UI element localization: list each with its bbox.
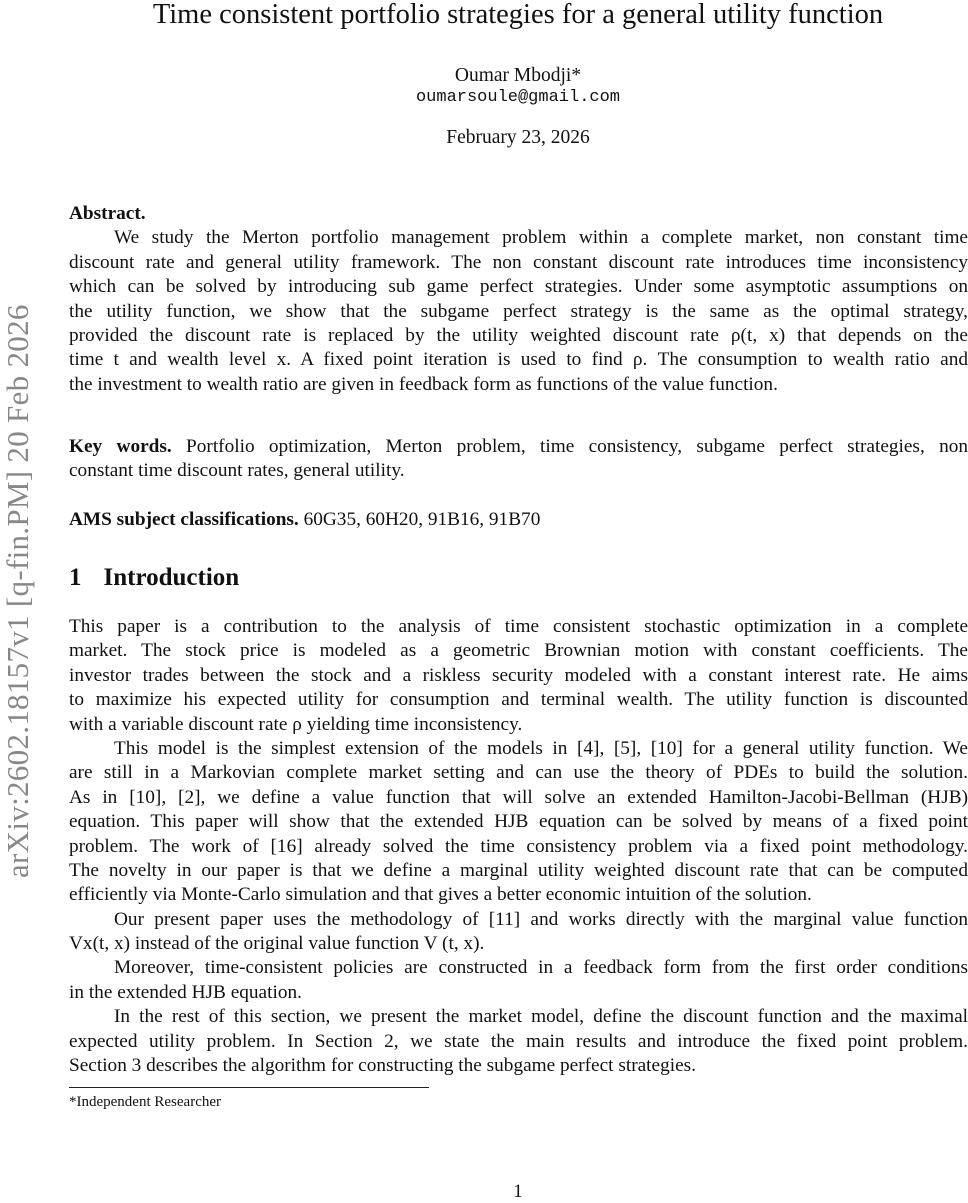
section-heading [69,564,239,592]
abstract-heading: Abstract. [69,203,146,224]
paragraph-line: Moreover, time-consistent policies are constructed in a feedback form from the first order conditions [114,957,968,979]
section-title: Introduction [103,564,240,591]
paragraph-line: to maximize his expected utility for consumption and terminal wealth. The utility function is discounted [69,689,968,711]
ams-codes: 60G35, 60H20, 91B16, 91B70 [303,509,541,530]
paragraph-line: equation. This paper will show that the extended HJB equation can be solved by means of a fixed point [69,811,968,833]
keywords-line [69,435,968,459]
ams-classifications [69,508,968,532]
author-email: oumarsoule@gmail.com [415,88,621,107]
paragraph [69,908,968,957]
paragraph [69,956,968,1005]
paragraph-line: with a variable discount rate ρ yielding time inconsistency. [69,713,523,735]
paragraph-line: This paper is a contribution to the analysis of time consistent stochastic optimization in a complete [69,616,968,637]
abstract-line: provided the discount rate is replaced by the utility weighted discount rate ρ(t, x) that depends on the [69,324,968,346]
paragraph-line: This model is the simplest extension of the models in [4], [5], [10] for a general utility function. We [114,737,968,759]
paragraph-line: Our present paper uses the methodology of [11] and works directly with the marginal value function [114,908,968,930]
paragraph-line: problem. The work of [16] already solved the time consistency problem via a fixed point methodology. [69,835,968,857]
paragraph-line: Section 3 describes the algorithm for constructing the subgame perfect strategies. [69,1055,696,1077]
abstract [69,202,968,397]
paragraph-line: As in [10], [2], we define a value function that will solve an extended Hamilton-Jacobi-Bellman (HJB) [69,786,968,808]
paragraph-line: market. The stock price is modeled as a geometric Brownian motion with constant coefficients. The [69,640,968,662]
paper-title: Time consistent portfolio strategies for a general utility function [152,0,884,30]
paragraph [69,737,968,908]
paragraph-line: The novelty in our paper is that we define a marginal utility weighted discount rate that can be computed [69,859,968,881]
keywords-line: constant time discount rates, general utility. [69,460,405,482]
arxiv-identifier: arXiv:2602.18157v1 [q-fin.PM] 20 Feb 2026 [0,304,35,878]
paragraph-line: expected utility problem. In Section 2, we state the main results and introduce the fixed point problem. [69,1030,968,1052]
abstract-line: discount rate and general utility framework. The non constant discount rate introduces time inconsistency [69,251,968,273]
paragraph [69,615,968,737]
abstract-line: the utility function, we show that the subgame perfect strategy is the same as the optimal strategy, [69,300,968,322]
abstract-line: We study the Merton portfolio management problem within a complete market, non constant time [114,227,968,249]
paragraph-line: efficiently via Monte-Carlo simulation and that gives a better economic intuition of the solution. [69,884,812,906]
paragraph-line: investor trades between the stock and a riskless security modeled with a constant interest rate. He aims [69,664,968,686]
paragraph-line: Vx(t, x) instead of the original value function V (t, x). [69,933,485,955]
ams-heading: AMS subject classifications. [69,509,299,530]
abstract-line: the investment to wealth ratio are given in feedback form as functions of the value function. [69,373,778,395]
abstract-line: which can be solved by introducing sub game perfect strategies. Under some asymptotic assumptions on [69,276,968,298]
paragraph-line: are still in a Markovian complete market setting and can use the theory of PDEs to build the solution. [69,762,968,784]
section-number: 1 [69,564,82,591]
author-name: Oumar Mbodji* [454,65,582,86]
introduction-body [69,615,968,1078]
footnote: *Independent Researcher [69,1094,222,1110]
footnote-rule [69,1087,429,1088]
paragraph-line: In the rest of this section, we present the market model, define the discount function and the maximal [114,1006,968,1028]
paper-date: February 23, 2026 [446,127,590,148]
keywords [69,435,968,484]
paragraph [69,1005,968,1078]
paragraph-line: in the extended HJB equation. [69,981,302,1003]
keywords-text: Portfolio optimization, Merton problem, time consistency, subgame perfect strategies, non [186,436,968,457]
abstract-line: time t and wealth level x. A fixed point iteration is used to find ρ. The consumption to wealth ratio and [69,349,968,371]
page-number: 1 [513,1181,523,1202]
keywords-heading: Key words. [69,436,172,457]
